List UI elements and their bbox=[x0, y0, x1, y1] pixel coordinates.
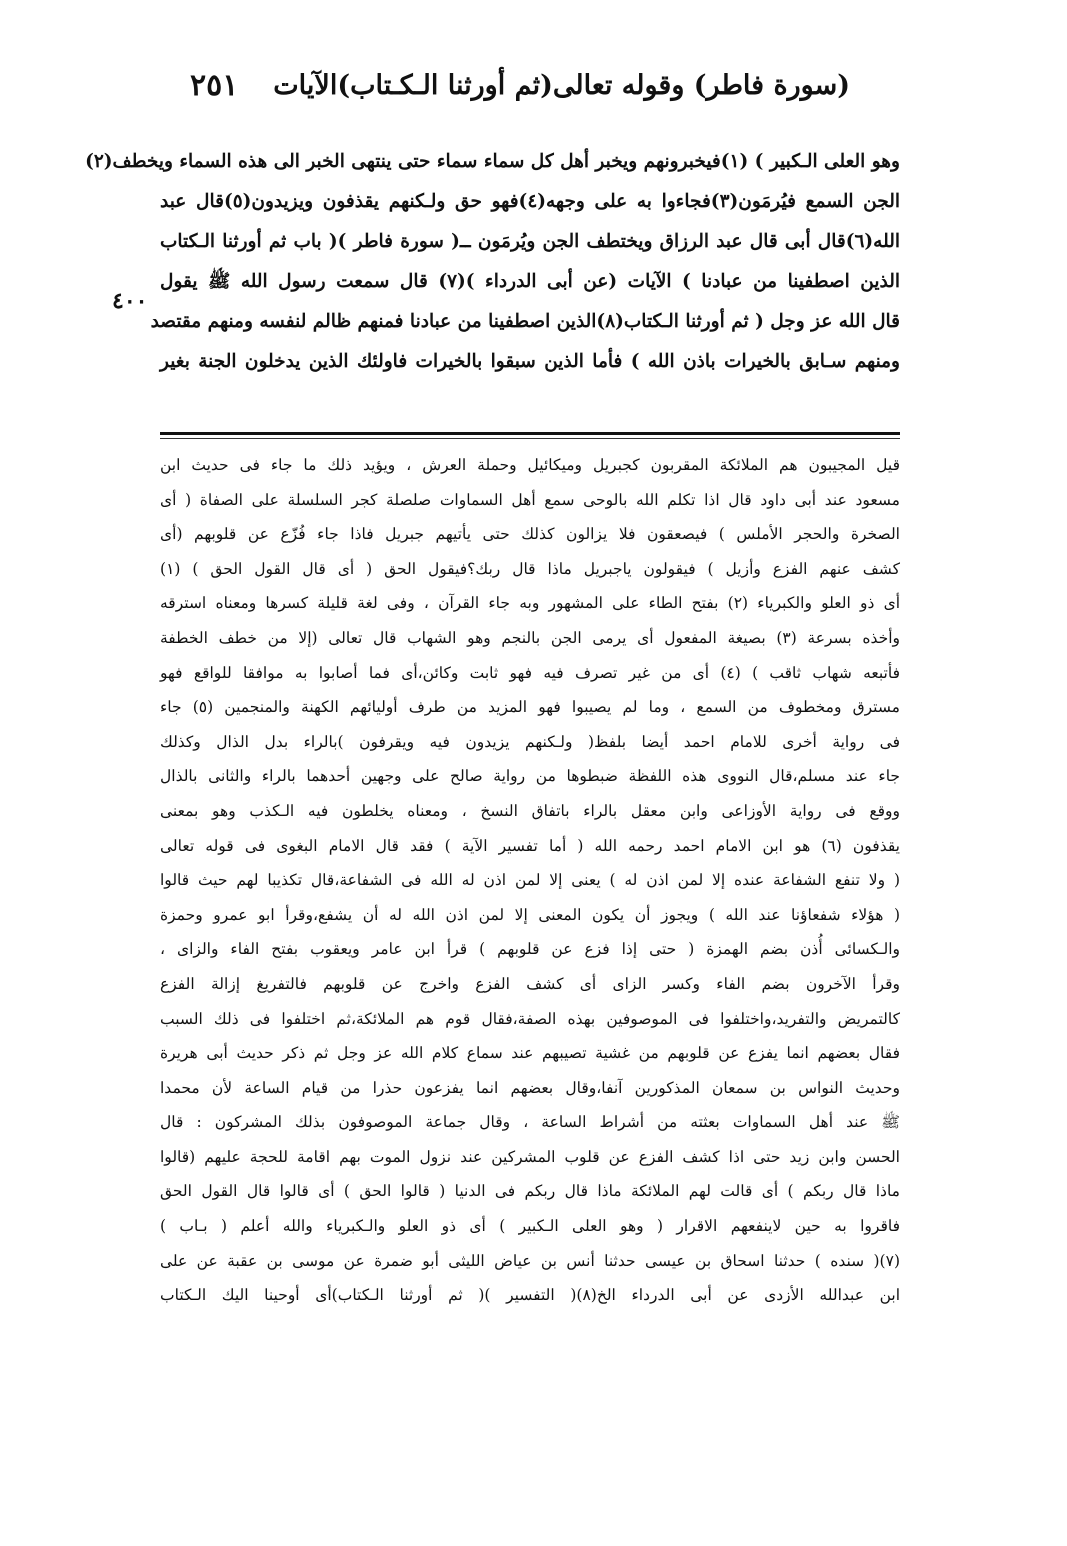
running-title: (سورة فاطر) وقوله تعالى(ثم أورثنا الـكـتاب)الآيات bbox=[273, 70, 850, 101]
footnote-divider bbox=[160, 432, 900, 435]
footnote-line: كالتمريض والتفريد،واختلفوا فى الموصوفين بهذه الصفة،فقال قوم هم الملائكة،ثم اختلفوا فى ذلك السبب bbox=[160, 1009, 900, 1028]
footnote-line: فأتبعه شهاب ثاقب ) (٤) أى من غير تصرف فيه فهو ثابت وكائن،أى فما أصابوا به موافقا للواقع فهو bbox=[160, 663, 900, 682]
footnote-line: مسعود عند أبى داود قال اذا تكلم الله بالوحى سمع أهل السماوات صلصلة كجر السلسلة على الصفاة ( أى bbox=[160, 490, 900, 509]
footnote-line: يقذفون (٦) هو ابن الامام احمد رحمه الله ( أما تفسير الآية ) فقد قال الامام البغوى فى قوله تعالى bbox=[160, 836, 900, 855]
main-line: ومنهم سـابق بالخيرات باذن الله ) فأما الذين سبقوا بالخيرات فاولئك الذين يدخلون الجنة بغير bbox=[160, 351, 900, 372]
footnote-line: قيل المجيبون هم الملائكة المقربون كجبريل وميكائيل وحملة العرش ، ويؤيد ذلك ما جاء فى حديث ابن bbox=[160, 456, 900, 474]
main-line: الله(٦)قال أبى قال عبد الرزاق ويختطف الجن ويُرمَون ــ( سورة فاطر )( باب ثم أورثنا الـكتاب bbox=[160, 231, 900, 252]
footnote-line: الصخرة والحجر الأملس ) فيصعقون فلا يزالون كذلك حتى يأتيهم جبريل فاذا جاء فُزّع عن قلوبهم (أى bbox=[160, 525, 900, 544]
footnote-line: جاء عند مسلم،قال النووى هذه اللفظة ضبطوها من رواية صالح على وجهين أحدهما بالراء والثانى بالذال bbox=[160, 767, 900, 786]
footnote-line: ابن عبدالله الأزدى عن أبى الدرداء الخ(٨)( التفسير )( ثم أورثنا الـكتاب)أى أوحينا اليك الـكتاب bbox=[160, 1286, 900, 1305]
footnote-line: والـكسائى أُذن بضم الهمزة ( حتى إذا فزع عن قلوبهم ) قرأ ابن عامر ويعقوب بفتح الفاء والزاى ، bbox=[160, 940, 900, 959]
footnote-line: أى ذو العلو والكبرياء (٢) بفتح الطاء على المشهور وبه جاء القرآن ، وفى لغة قليلة كسرها ومعناه استرقه bbox=[160, 594, 901, 613]
footnote-line: (٧)( سنده ) حدثنا اسحاق بن عيسى حدثنا أنس بن عياض الليثى أبو ضمرة عن موسى بن عقبة عن على bbox=[160, 1251, 900, 1270]
footnote-line: ماذا قال ربكم ) أى قالت لهم الملائكة ماذا قال ربكم فى الدنيا ( قالوا الحق ) أى قالوا قال القول الحق bbox=[160, 1182, 900, 1201]
footnote-line: ( هؤلاء شفعاؤنا عند الله ) ويجوز أن يكون المعنى إلا لمن اذن الله له أن يشفع،وقرأ ابو عمرو وحمزة bbox=[160, 905, 900, 924]
footnote-line: وحديث النواس بن سمعان المذكورين آنفا،وقال بعضهم انما يفزعون حذرا من قيام الساعة لأن محمدا bbox=[160, 1078, 900, 1097]
main-line: الذين اصطفينا من عبادنا ) الآيات (عن أبى الدرداء )(٧) قال سمعت رسول الله ﷺ يقول bbox=[160, 271, 900, 292]
footnote-line: الحسن وابن زيد حتى اذا كشف الفزع عن قلوب المشركين عند نزول الموت بهم اقامة للحجة عليهم (قالوا bbox=[160, 1147, 900, 1166]
footnote-line: فقال بعضهم انما يفزع عن قلوبهم من غشية تصيبهم عند سماع كلام الله عز وجل ثم ذكر حديث أبى هريرة bbox=[160, 1044, 900, 1063]
footnote-line: فى رواية أخرى للامام احمد أيضا بلفظ( ولـكنهم يزيدون فيه ويقرفون )بالراء بدل الذال وكذلك bbox=[160, 732, 900, 751]
footnote-divider-thin bbox=[160, 438, 900, 439]
hadith-number-margin: ٤٠٠ bbox=[112, 288, 148, 314]
footnotes-block bbox=[160, 448, 900, 1313]
footnote-line: كشف عنهم الفزع وأزيل ) فيقولون ياجبريل ماذا قال ربك؟فيقول الحق ( أى قال القول الحق ) (١) bbox=[160, 559, 900, 578]
footnote-line: فاقروا به حين لاينفعهم الاقرار ( وهو العلى الـكبير ) أى ذو العلو والـكبرياء والله أعلم ( بـاب ) bbox=[160, 1217, 900, 1236]
footnote-line: مسترق ومخطوف من السمع ، وما لم يصيبوا فهو المزيد من طرف أوليائهم الكهنة والمنجمين (٥) جاء bbox=[160, 698, 900, 717]
footnote-line: ﷺ عند أهل السماوات بعثته من أشراط الساعة ، وقال جماعة الموصوفون بذلك المشركون : قال bbox=[160, 1113, 900, 1132]
page-header bbox=[190, 66, 850, 114]
page-number: ٢٥١ bbox=[190, 68, 239, 103]
main-line: الجن السمع فيُرمَون(٣)فجاءوا به على وجهه(٤)فهو حق ولـكنهم يقذفون ويزيدون(٥)قال عبد bbox=[160, 191, 900, 212]
footnote-line: ( ولا تنفع الشفاعة عنده إلا لمن اذن له ) يعنى إلا لمن اذن له الله فى الشفاعة،قال تكذيبا لهم حيث قالوا bbox=[160, 871, 900, 890]
main-line: وهو العلى الـكبير ) (١)فيخبرونهم ويخبر أهل كل سماء سماء حتى ينتهى الخبر الى هذه السماء ويخطف(٢) bbox=[85, 151, 900, 172]
main-line: قال الله عز وجل ( ثم أورثنا الـكتاب(٨)الذين اصطفينا من عبادنا فمنهم ظالم لنفسه ومنهم مقتصد bbox=[150, 311, 900, 332]
footnote-line: ووقع فى رواية الأوزاعى وابن معقل بالراء باتفاق النسخ ، ومعناه يخلطون فيه الـكذب وهو بمعنى bbox=[160, 801, 900, 820]
footnote-line: وقرأ الآخرون بضم الفاء وكسر الزاى أى كشف الفزع واخرج عن قلوبهم فالتفريغ إزالة الفزع bbox=[160, 974, 900, 993]
footnote-line: وأخذه بسرعة (٣) بصيغة المفعول أى يرمى الجن بالنجم وهو الشهاب قال تعالى (إلا من خطف الخطفة bbox=[160, 628, 900, 647]
